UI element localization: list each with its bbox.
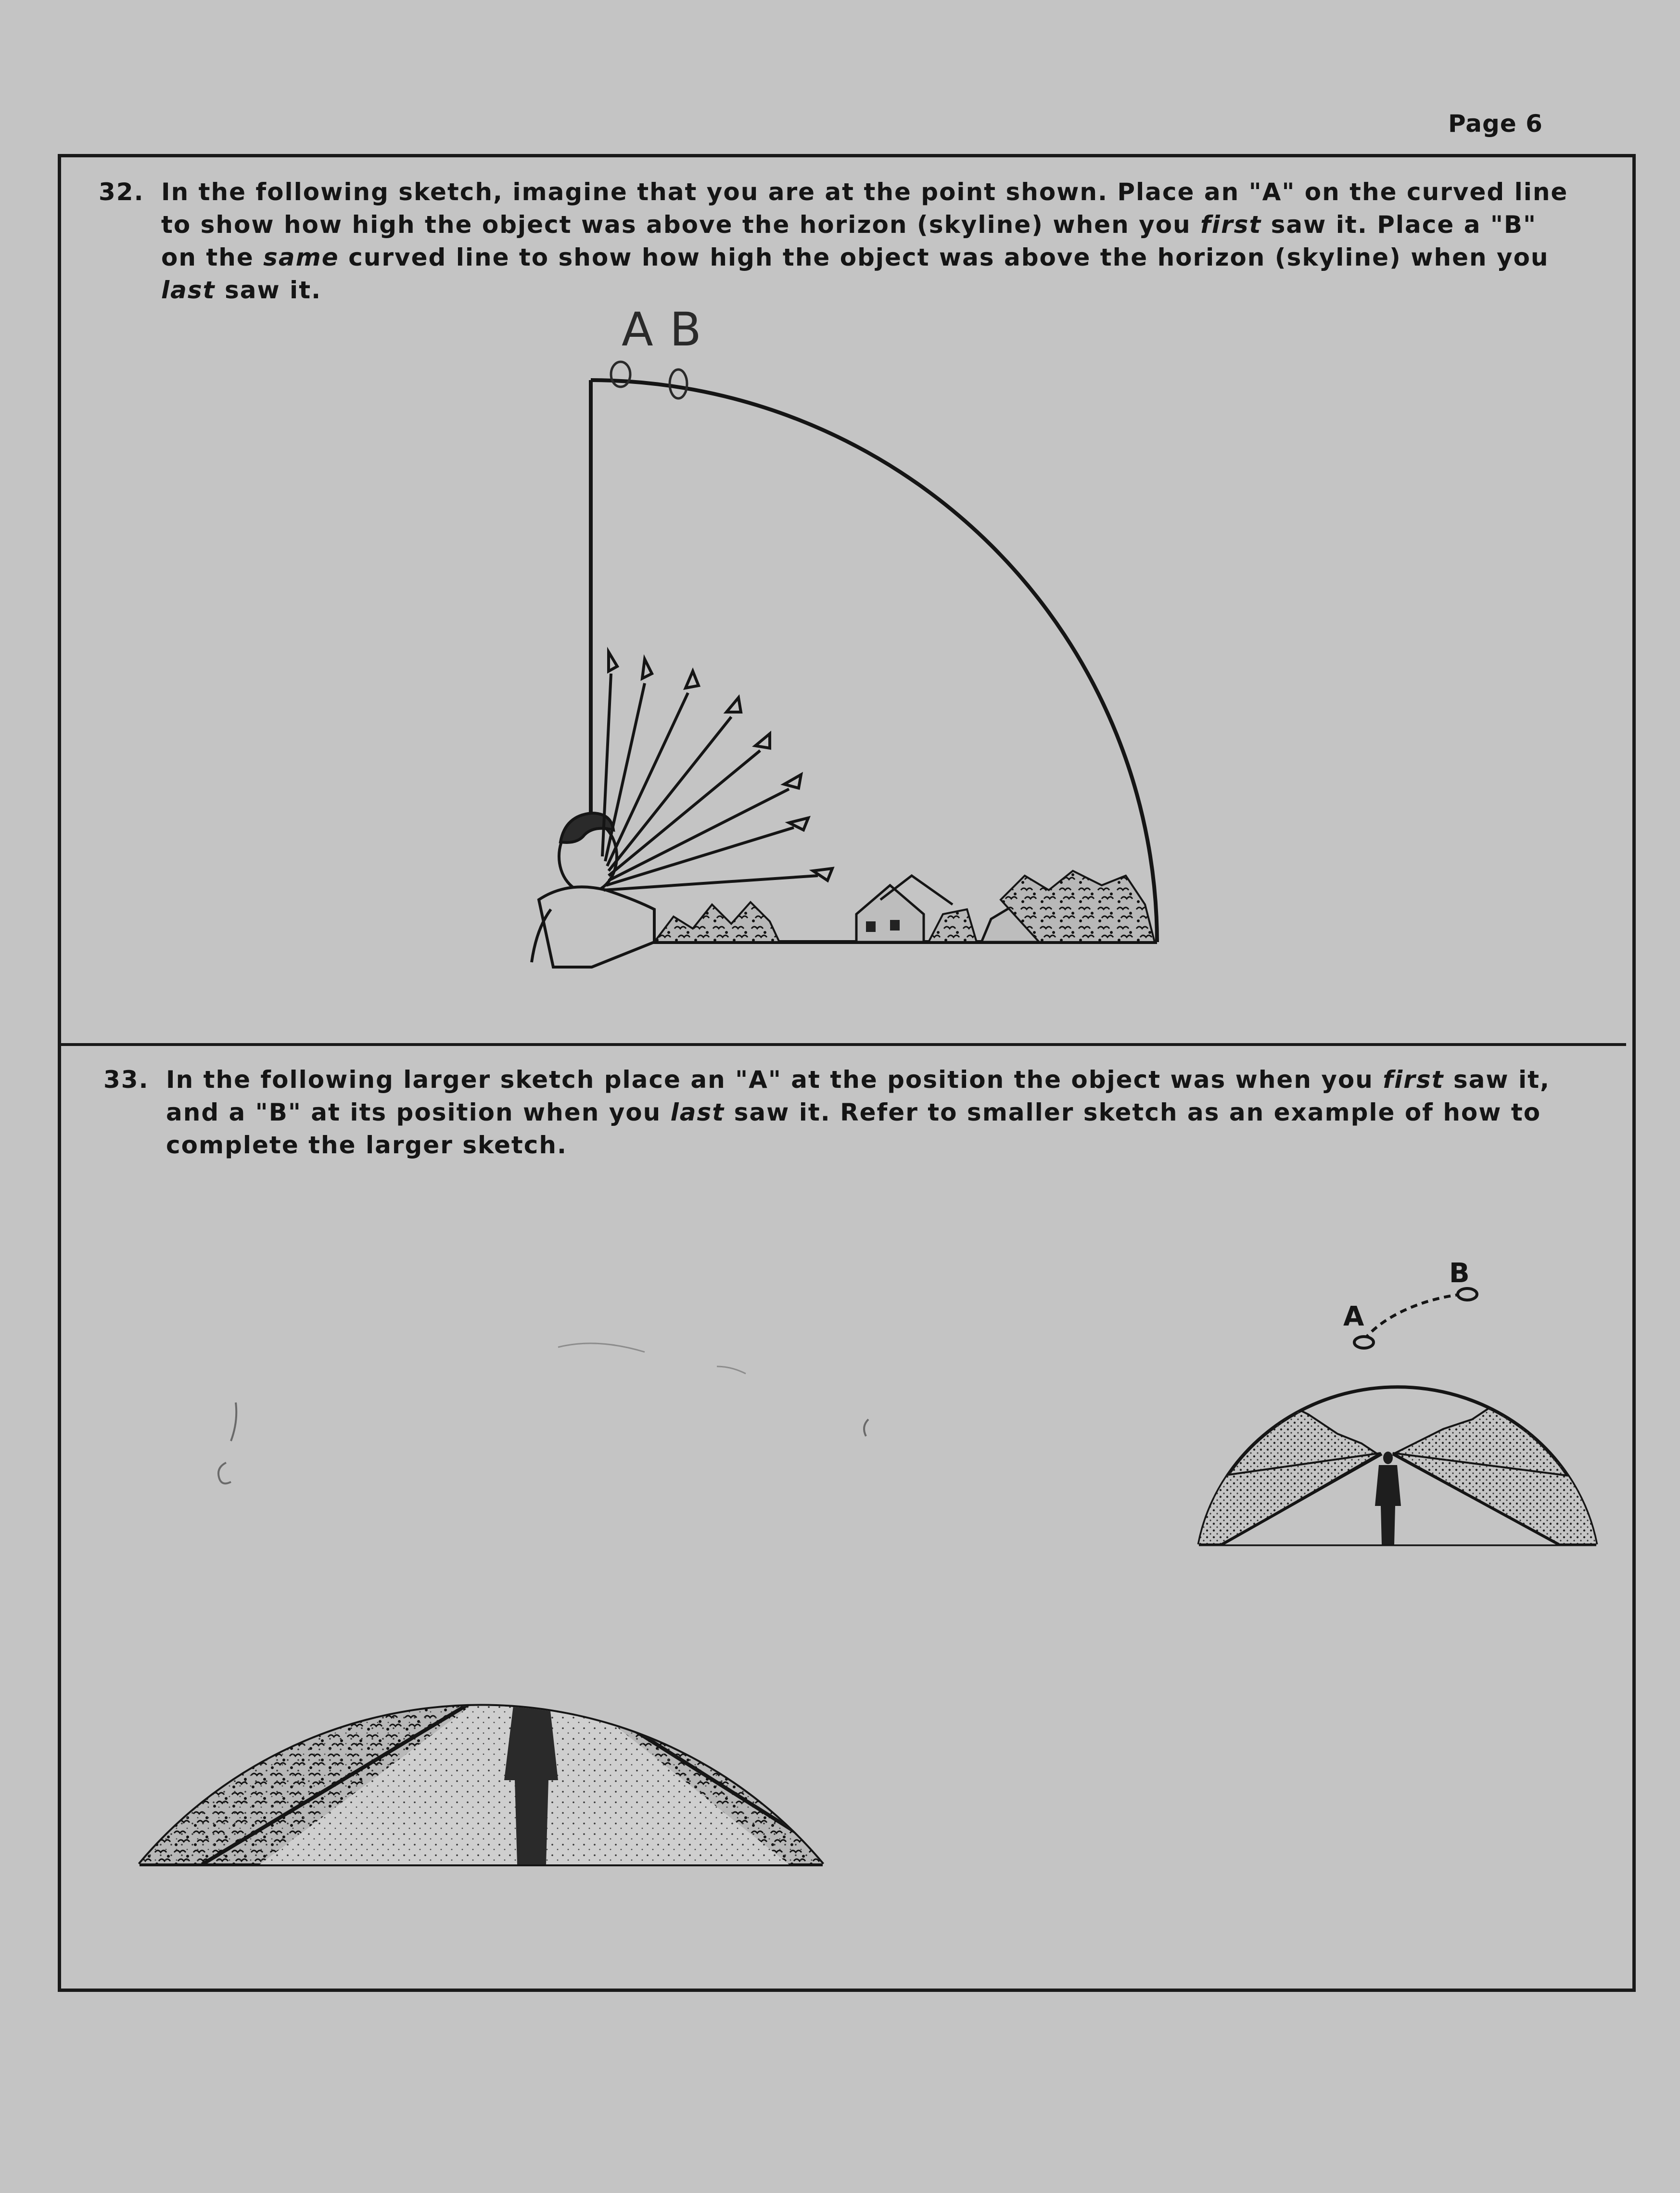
sky-arc-line[interactable] bbox=[591, 380, 1157, 942]
example-label-b: B bbox=[1449, 1258, 1470, 1289]
answer-mark-b bbox=[670, 370, 687, 398]
answer-label-a: A bbox=[622, 303, 653, 357]
man-pointing bbox=[532, 652, 832, 967]
question-33-text: In the following larger sketch place an "A" at the position the object was when you first saw it, and a "B" at its position when you last saw it. Refer to smaller sketch as an example of how to complete the larger sketch. bbox=[166, 1066, 1551, 1159]
example-label-a: A bbox=[1343, 1301, 1364, 1332]
question-32-text: In the following sketch, imagine that you are at the point shown. Place an "A" on the curved line to show how high the object was above the horizon (skyline) when you first saw it. Place a "B" on the same curved line to show how high the object was above the horizon (skyline) when you last saw it. bbox=[161, 178, 1568, 304]
example-point-b bbox=[1458, 1288, 1477, 1300]
large-street-sketch[interactable] bbox=[91, 1343, 880, 1864]
question-33-number: 33. bbox=[103, 1066, 149, 1094]
question-32-number: 32. bbox=[99, 178, 144, 206]
answer-mark-a bbox=[611, 362, 630, 387]
answer-label-b: B bbox=[670, 303, 701, 357]
example-object-path bbox=[1364, 1294, 1463, 1340]
small-example-sketch bbox=[1179, 1258, 1616, 1544]
sky-arc-sketch bbox=[591, 380, 1157, 942]
example-point-a bbox=[1354, 1337, 1374, 1348]
page-number: Page 6 bbox=[1448, 110, 1543, 138]
